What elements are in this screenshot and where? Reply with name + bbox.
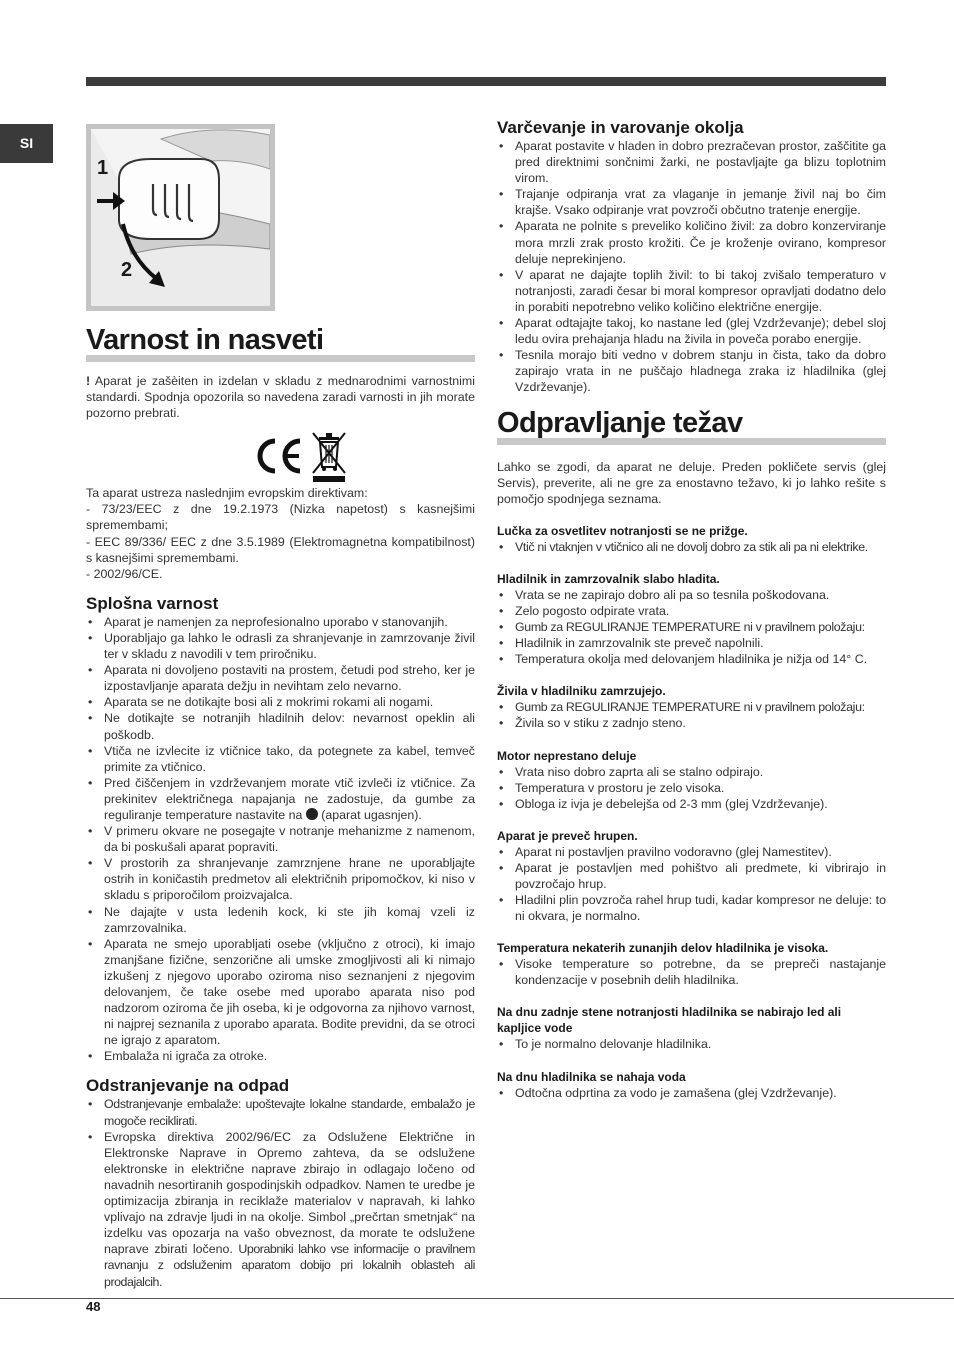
problem-causes bbox=[497, 539, 886, 555]
list-item: • Aparata ne smejo uporabljati osebe (vključno z otroci), ki imajo zmanjšane fizične, senzorične ali umske zmogljivosti ali ki nimajo izkušenj z njegovo uporabo oziroma niso seznanjeni z njegovim delovanjem, če take osebe med uporabo aparata niso pod nadzorom oziroma če jih oseba, ki je odgovorna za njihovo varnost, ni najprej seznanila z uporabo aparata. Bodite previdni, da se otroci ne igrajo z aparatom. bbox=[86, 936, 475, 1049]
list-item: • Živila so v stiku z zadnjo steno. bbox=[497, 715, 886, 731]
left-column bbox=[86, 124, 475, 1290]
list-item: • Vrata niso dobro zaprta ali se stalno odpirajo. bbox=[497, 764, 886, 780]
weee-text: Evropska direktiva 2002/96/EC za Odslužene Električne in Elektronske Naprave in Opremo zahteva, da se odslužene elektronske in električne naprave zbirajo in odlagajo ločeno od navadnih nesortiranih gospodinjskih odpadkov. Namen te uredbe je optimizacija zbiranja in reciklaže materialov v napravah, ki lahko vplivajo na zdravje ljudi in na okolje. Simbol „prečrtan smetnjak“ na izdelku vas opozarja na vašo obveznost, da morate te odslužene naprave zbirati ločeno. bbox=[104, 1129, 475, 1257]
list-item: • Trajanje odpiranja vrat za vlaganje in jemanje živil naj bo čim krajše. Vsako odpiranje vrat povzroči občutno tratenje energije. bbox=[497, 186, 886, 218]
weee-text-tail: Uporabniki lahko vse informacije o pravilnem ravnanju z odsluženim aparatom dobijo pri lokalnih oblasteh ali prodajalcih. bbox=[104, 1242, 475, 1289]
list-item: • Ne dotikajte se notranjih hladilnih delov: nevarnost opeklin ali poškodb. bbox=[86, 710, 475, 742]
problem-block bbox=[497, 683, 886, 731]
list-item: • Ne dajajte v usta ledenih kock, ki ste jih komaj vzeli iz zamrzovalnika. bbox=[86, 904, 475, 936]
energy-saving-list bbox=[497, 138, 886, 396]
list-item: • Tesnila morajo biti vedno v dobrem stanju in čista, tako da dobro zapirajo vrata in ne puščajo hladnega zraka iz hladilnika (glej Vzdrževanje). bbox=[497, 347, 886, 395]
problem-block bbox=[497, 523, 886, 555]
problem-block bbox=[497, 828, 886, 924]
list-item: • V aparat ne dajajte toplih živil: to bi takoj zvišalo temperaturo v notranjosti, zaradi česar bi moral kompresor opravljati dodatno delo in porabiti nepotrebno veliko količino električne energije. bbox=[497, 267, 886, 315]
list-item: • Odtočna odprtina za vodo je zamašena (glej Vzdrževanje). bbox=[497, 1085, 886, 1101]
list-item: • To je normalno delovanje hladilnika. bbox=[497, 1036, 886, 1052]
problem-title: Temperatura nekaterih zunanjih delov hladilnika je visoka. bbox=[497, 941, 829, 956]
problem-list bbox=[497, 523, 886, 1101]
list-item: • V prostorih za shranjevanje zamrznjene hrane ne uporabljajte ostrih in koničastih predmetov ali električnih pripomočkov, ki niso v skladu s priporočilom proizvajalca. bbox=[86, 855, 475, 903]
list-item: • Gumb za REGULIRANJE TEMPERATURE ni v pravilnem položaju: bbox=[497, 699, 886, 715]
list-item: • Hladilni plin povzroča rahel hrup tudi, kadar kompresor ne deluje: to ni okvara, je normalno. bbox=[497, 892, 886, 924]
certification-marks bbox=[126, 427, 475, 485]
problem-title: Lučka za osvetlitev notranjosti se ne prižge. bbox=[497, 523, 748, 538]
list-item: • Gumb za REGULIRANJE TEMPERATURE ni v pravilnem položaju: bbox=[497, 619, 886, 635]
list-item bbox=[86, 775, 475, 823]
problem-title: Hladilnik in zamrzovalnik slabo hladita. bbox=[497, 571, 720, 586]
safety-intro bbox=[86, 373, 475, 421]
list-item: • Temperatura v prostoru je zelo visoka. bbox=[497, 780, 886, 796]
problem-block bbox=[497, 1069, 886, 1101]
problem-causes bbox=[497, 1036, 886, 1052]
figure-label-2: 2 bbox=[121, 259, 133, 281]
heading-energy-saving: Varčevanje in varovanje okolja bbox=[497, 118, 744, 137]
list-item: • Temperatura okolja med delovanjem hladilnika je nižja od 14° C. bbox=[497, 651, 886, 667]
lamp-removal-figure bbox=[86, 124, 275, 311]
section-title-troubleshooting: Odpravljanje težav bbox=[497, 408, 886, 445]
list-item: • Aparat odtajajte takoj, ko nastane led (glej Vzdrževanje); debel sloj ledu ovira prehajanja hladu na živila in poveča porabo energije. bbox=[497, 315, 886, 347]
list-item bbox=[86, 1129, 475, 1290]
problem-block bbox=[497, 1004, 886, 1052]
problem-causes bbox=[497, 956, 886, 988]
crossed-bin-icon bbox=[309, 429, 349, 483]
list-item: • Vtiča ne izvlecite iz vtičnice tako, da potegnete za kabel, temveč primite za vtičnico. bbox=[86, 743, 475, 775]
disposal-list bbox=[86, 1096, 475, 1289]
list-item: • Aparat ni postavljen pravilno vodoravno (glej Namestitev). bbox=[497, 844, 886, 860]
list-item: • Obloga iz ivja je debelejša od 2-3 mm (glej Vzdrževanje). bbox=[497, 796, 886, 812]
language-tab: SI bbox=[0, 124, 53, 163]
heading-disposal: Odstranjevanje na odpad bbox=[86, 1076, 290, 1096]
directive-line: - 2002/96/CE. bbox=[86, 566, 163, 581]
problem-block bbox=[497, 940, 886, 988]
problem-title: Aparat je preveč hrupen. bbox=[497, 828, 638, 843]
list-item: • Uporabljajo ga lahko le odrasli za shranjevanje in zamrzovanje živil ter v skladu z navodili v tem priročniku. bbox=[86, 630, 475, 662]
problem-block bbox=[497, 571, 886, 667]
problem-causes bbox=[497, 699, 886, 731]
problem-causes bbox=[497, 764, 886, 812]
directive-line: - EEC 89/336/ EEC z dne 3.5.1989 (Elektromagnetna kompatibilnost) s kasnejšimi spremembami. bbox=[86, 534, 475, 565]
list-item: • Odstranjevanje embalaže: upoštevajte lokalne standarde, embalažo je mogoče reciklirati. bbox=[86, 1096, 475, 1128]
list-item: • Aparata ne polnite s preveliko količino živil: za dobro konzerviranje mora mrzli zrak prosto krožiti. Če je kroženje ovirano, kompresor deluje neprekinjeno. bbox=[497, 218, 886, 266]
off-position-icon bbox=[306, 808, 318, 820]
right-column bbox=[497, 118, 886, 1101]
list-item: • Hladilnik in zamrzovalnik ste preveč napolnili. bbox=[497, 635, 886, 651]
warning-mark: ! bbox=[86, 374, 91, 388]
heading-general-safety: Splošna varnost bbox=[86, 593, 219, 613]
problem-causes bbox=[497, 587, 886, 667]
safety-intro-text: Aparat je zašèiten in izdelan v skladu z mednarodnimi varnostnimi standardi. Spodnja opozorila so navedena zaradi varnosti in jih morate pozorno prebrati. bbox=[86, 374, 475, 421]
page-number: 48 bbox=[86, 1299, 101, 1314]
unplug-text-a: Pred čiščenjem in vzdrževanjem morate vtič izvleči iz vtičnice. Za prekinitev električnega napajanja ne zadostuje, da gumbe za reguliranje temperature nastavite na bbox=[104, 775, 475, 822]
directives-block bbox=[86, 485, 475, 582]
list-item: • Vtič ni vtaknjen v vtičnico ali ne dovolj dobro za stik ali pa ni elektrike. bbox=[497, 539, 886, 555]
problem-causes bbox=[497, 844, 886, 924]
list-item: • Aparata se ne dotikajte bosi ali z mokrimi rokami ali nogami. bbox=[86, 694, 475, 710]
problem-block bbox=[497, 748, 886, 812]
list-item: • Aparat je namenjen za neprofesionalno uporabo v stanovanjih. bbox=[86, 614, 475, 630]
directive-line: - 73/23/EEC z dne 19.2.1973 (Nizka napetost) s kasnejšimi spremembami; bbox=[86, 502, 475, 533]
lamp-cover-illustration bbox=[91, 129, 270, 306]
problem-title: Motor neprestano deluje bbox=[497, 748, 637, 763]
problem-title: Na dnu hladilnika se nahaja voda bbox=[497, 1069, 686, 1084]
general-safety-list bbox=[86, 614, 475, 1065]
unplug-text-b: (aparat ugasnjen). bbox=[317, 807, 422, 822]
list-item: • Aparata ni dovoljeno postaviti na prostem, četudi pod streho, ker je izpostavljanje aparata dežju in nevihtam zelo nevarno. bbox=[86, 662, 475, 694]
directive-line: Ta aparat ustreza naslednjim evropskim direktivam: bbox=[86, 486, 368, 501]
list-item: • Visoke temperature so potrebne, da se prepreči nastajanje kondenzacije v posebnih delih hladilnika. bbox=[497, 956, 886, 988]
problem-causes bbox=[497, 1085, 886, 1101]
list-item: • Aparat je postavljen med pohištvo ali predmete, ki vibrirajo in povzročajo hrup. bbox=[497, 860, 886, 892]
bottom-rule bbox=[0, 1298, 954, 1299]
troubleshooting-intro: Lahko se zgodi, da aparat ne deluje. Preden pokličete servis (glej Servis), preverite, ali ne gre za enostavno težavo, ki jo lahko rešite s pomočjo spodnjega seznama. bbox=[497, 459, 886, 506]
ce-mark-icon bbox=[253, 436, 305, 476]
list-item: • Embalaža ni igrača za otroke. bbox=[86, 1048, 475, 1064]
list-item: • Zelo pogosto odpirate vrata. bbox=[497, 603, 886, 619]
problem-title: Na dnu zadnje stene notranjosti hladilnika se nabirajo led ali kapljice vode bbox=[497, 1005, 842, 1036]
list-item: • Vrata se ne zapirajo dobro ali pa so tesnila poškodovana. bbox=[497, 587, 886, 603]
section-title-safety: Varnost in nasveti bbox=[86, 325, 475, 362]
problem-title: Živila v hladilniku zamrzujejo. bbox=[497, 684, 666, 699]
top-rule bbox=[86, 77, 886, 86]
list-item: • Aparat postavite v hladen in dobro prezračevan prostor, zaščitite ga pred direktnimi sončnimi žarki, ne postavljajte ga blizu toplotnim virom. bbox=[497, 138, 886, 186]
list-item: • V primeru okvare ne posegajte v notranje mehanizme z namenom, da bi poskušali aparat popraviti. bbox=[86, 823, 475, 855]
figure-label-1: 1 bbox=[97, 157, 109, 179]
